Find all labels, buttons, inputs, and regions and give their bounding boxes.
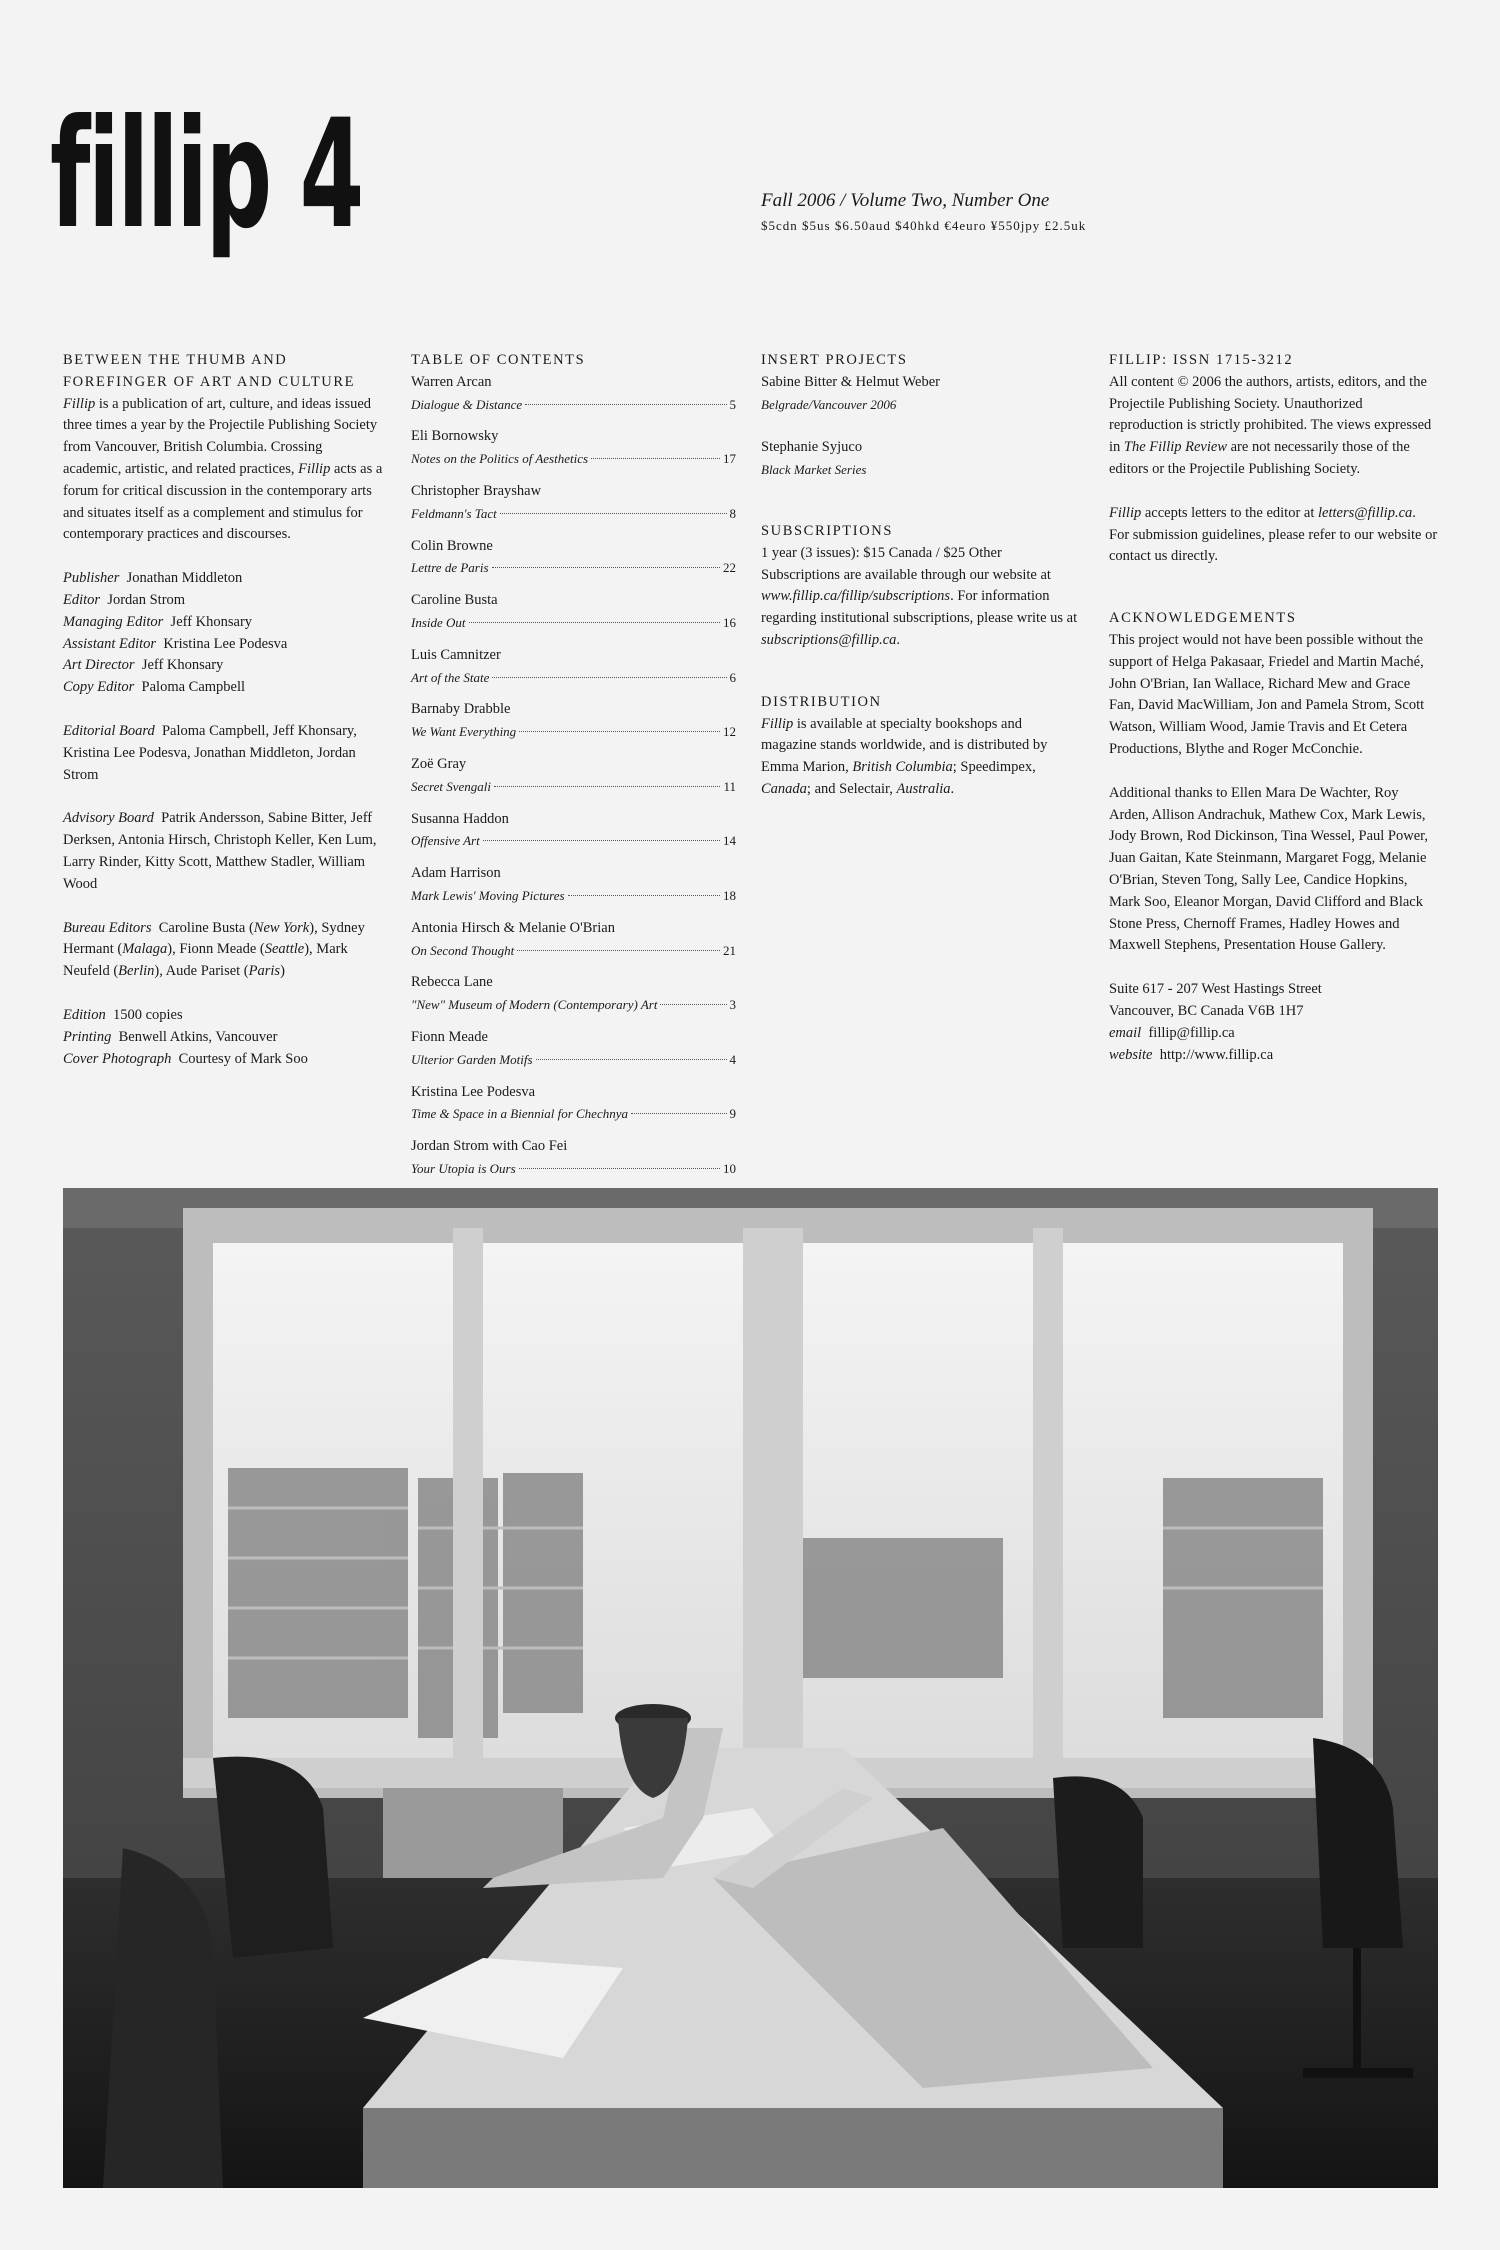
toc-author: Christopher Brayshaw [411, 482, 542, 499]
toc-entry-line [411, 1049, 736, 1071]
insert-project-artist: Sabine Bitter & Helmut Weber [761, 373, 940, 390]
issn-text-b: are not necessarily those of the editors or the Projectile Publishing Society. [1109, 439, 1410, 477]
staff-role: Copy Editor [63, 679, 135, 696]
contact-website-link[interactable]: http://www.fillip.ca [1159, 1046, 1274, 1063]
bureau-text: Caroline Busta ( [158, 919, 254, 936]
toc-author: Rebecca Lane [411, 974, 493, 991]
toc-entry-line [411, 830, 736, 852]
contact-address2: Vancouver, BC Canada V6B 1H7 [1109, 1002, 1304, 1019]
toc-column [411, 350, 736, 1191]
toc-title: On Second Thought [411, 942, 515, 958]
distribution-name: Fillip [761, 715, 794, 732]
toc-author: Kristina Lee Podesva [411, 1083, 536, 1100]
bureau-city: Berlin [118, 963, 155, 980]
toc-leader-dots [660, 1004, 726, 1005]
bureau-city: Seattle [264, 941, 305, 958]
toc-leader-dots [517, 950, 720, 951]
toc-author: Barnaby Drabble [411, 701, 511, 718]
toc-entry-line [411, 994, 736, 1016]
toc-title: Ulterior Garden Motifs [411, 1051, 533, 1067]
about-column [63, 350, 383, 1070]
toc-leader-dots [469, 622, 720, 623]
toc-title: Your Utopia is Ours [411, 1160, 516, 1176]
letters-text-a: accepts letters to the editor at [1141, 504, 1318, 521]
cover-photograph [63, 1188, 1438, 2188]
subscriptions-text-a: 1 year (3 issues): $15 Canada / $25 Other Subscriptions are available through our website at [761, 544, 1051, 583]
contact-website-label: website [1109, 1046, 1153, 1063]
acknowledgements-heading: ACKNOWLEDGEMENTS [1109, 610, 1297, 627]
toc-entry-line [411, 721, 736, 743]
bureau-city: New York [253, 919, 310, 936]
staff-name: Jordan Strom [107, 591, 186, 608]
info-column [1109, 350, 1439, 1066]
toc-item[interactable] [411, 699, 736, 743]
staff-row [63, 568, 383, 590]
toc-item[interactable] [411, 918, 736, 962]
distribution-text-c: ; and Selectair, [806, 780, 897, 797]
staff-row [63, 655, 383, 677]
distribution-text-d: . [950, 780, 955, 797]
about-heading [63, 350, 383, 394]
toc-leader-dots [536, 1059, 727, 1060]
toc-page-number: 14 [723, 833, 736, 849]
toc-list [411, 372, 736, 1180]
issn-text-a: All content © 2006 the authors, artists, editors, and the Projectile Publishing Society. Unauthorized reproduction is strictly prohibited. The views expressed in [1109, 373, 1432, 456]
toc-page-number: 16 [723, 614, 736, 630]
distribution-place: Australia [896, 780, 951, 797]
toc-leader-dots [631, 1113, 727, 1114]
toc-item[interactable] [411, 1027, 736, 1071]
toc-leader-dots [492, 567, 720, 568]
toc-leader-dots [500, 513, 727, 514]
staff-role: Editor [63, 591, 101, 608]
staff-name: Jeff Khonsary [141, 657, 224, 674]
toc-author: Zoë Gray [411, 755, 467, 772]
staff-row [63, 677, 383, 699]
bureau-editors [63, 918, 383, 983]
toc-title: Dialogue & Distance [411, 396, 523, 412]
production-value: 1500 copies [112, 1006, 183, 1023]
toc-author: Luis Camnitzer [411, 646, 501, 663]
toc-title: We Want Everything [411, 724, 517, 740]
toc-entry-line [411, 667, 736, 689]
toc-entry-line [411, 557, 736, 579]
letters-email-link[interactable]: letters@fillip.ca [1317, 504, 1413, 521]
production-row [63, 1027, 383, 1049]
insert-project-artist: Stephanie Syjuco [761, 439, 863, 456]
advisory-board [63, 808, 383, 895]
toc-title: Inside Out [411, 614, 466, 630]
distribution-text [761, 714, 1081, 801]
toc-title: "New" Museum of Modern (Contemporary) Art [411, 997, 658, 1013]
toc-page-number: 18 [723, 887, 736, 903]
distribution-place: British Columbia [852, 759, 953, 776]
toc-leader-dots [492, 677, 726, 678]
masthead-title: fillip 4 [50, 88, 362, 262]
toc-item[interactable] [411, 590, 736, 634]
toc-page-number: 6 [729, 669, 736, 685]
advisory-board-names: Patrik Andersson, Sabine Bitter, Jeff Derksen, Antonia Hirsch, Christoph Keller, Ken Lum, Larry Rinder, Kitty Scott, Matthew Stadler, William Wood [63, 810, 377, 892]
toc-page-number: 9 [729, 1106, 736, 1122]
intro-name: Fillip [63, 395, 96, 412]
staff-name: Kristina Lee Podesva [163, 635, 288, 652]
insert-project-work: Belgrade/Vancouver 2006 [761, 396, 897, 412]
toc-author: Colin Browne [411, 537, 493, 554]
toc-item[interactable] [411, 1082, 736, 1126]
toc-page-number: 8 [729, 505, 736, 521]
insert-project-item [761, 372, 1081, 416]
editorial-board-role: Editorial Board [63, 722, 155, 739]
projects-column [761, 350, 1081, 801]
toc-author: Warren Arcan [411, 373, 492, 390]
toc-title: Secret Svengali [411, 778, 492, 794]
staff-role: Assistant Editor [63, 635, 157, 652]
bureau-text: ) [280, 963, 285, 980]
letters-text-b: . For submission guidelines, please refer to our website or contact us directly. [1109, 504, 1438, 565]
staff-role: Managing Editor [63, 613, 164, 630]
toc-title: Offensive Art [411, 833, 480, 849]
toc-author: Fionn Meade [411, 1028, 488, 1045]
toc-entry-line [411, 1158, 736, 1180]
bureau-text: ), Fionn Meade ( [167, 941, 265, 958]
staff-row [63, 612, 383, 634]
toc-title: Lettre de Paris [411, 560, 489, 576]
production-row [63, 1005, 383, 1027]
toc-author: Adam Harrison [411, 865, 501, 882]
toc-author: Jordan Strom with Cao Fei [411, 1138, 568, 1155]
toc-entry-line [411, 448, 736, 470]
editorial-board [63, 721, 383, 786]
about-intro [63, 394, 383, 547]
staff-name: Paloma Campbell [141, 679, 246, 696]
distribution-text-b: ; Speedimpex, [952, 759, 1036, 776]
subscriptions-text-b: . For information regarding institutional subscriptions, please write us at [761, 588, 1078, 627]
toc-entry-line [411, 612, 736, 634]
insert-project-item [761, 437, 1081, 481]
toc-title: Feldmann's Tact [411, 505, 497, 521]
letters-name: Fillip [1109, 504, 1142, 521]
toc-leader-dots [519, 1168, 720, 1169]
acknowledgements-p2: Additional thanks to Ellen Mara De Wachter, Roy Arden, Allison Andrachuk, Mathew Cox, Mark Lewis, Jody Brown, Rod Dickinson, Tina Wessel, Paul Power, Juan Gaitan, Kate Steinmann, Margaret Fogg, Melanie O'Brian, Steven Tong, Sally Lee, Candice Hopkins, Mark Soo, Eleanor Morgan, David Clifford and Black Stone Press, Chernoff Frames, Hadley Howes and Maxwell Stephens, Presentation House Gallery. [1109, 784, 1429, 954]
subscriptions-email-link[interactable]: subscriptions@fillip.ca [761, 631, 897, 648]
contact-email-label: email [1109, 1024, 1142, 1041]
toc-page-number: 12 [723, 724, 736, 740]
intro-text-a: is a publication of art, culture, and ideas issued three times a year by the Projectile Publishing Society from Vancouver, British Columbia. Crossing academic, artistic, and related practices, [63, 395, 378, 477]
bureau-city: Paris [248, 963, 281, 980]
bureau-text: ), Mark Neufeld ( [63, 941, 348, 980]
toc-page-number: 21 [723, 942, 736, 958]
toc-page-number: 4 [729, 1051, 736, 1067]
toc-page-number: 5 [729, 396, 736, 412]
production-role: Printing [63, 1028, 112, 1045]
intro-text-b: acts as a forum for critical discussion in the contemporary arts and situates itself as a complement and stimulus for contemporary practices and discourses. [63, 460, 383, 543]
contact-block [1109, 979, 1439, 1066]
toc-leader-dots [494, 786, 720, 787]
toc-item[interactable] [411, 481, 736, 525]
staff-row [63, 634, 383, 656]
issue-volume: Fall 2006 / Volume Two, Number One [761, 190, 1050, 211]
toc-page-number: 17 [723, 451, 736, 467]
issn-review: The Fillip Review [1123, 439, 1227, 456]
bureau-editors-role: Bureau Editors [63, 919, 152, 936]
production-row [63, 1049, 383, 1071]
toc-item[interactable] [411, 809, 736, 853]
toc-page-number: 10 [723, 1160, 736, 1176]
distribution-heading: DISTRIBUTION [761, 693, 882, 710]
toc-leader-dots [483, 840, 720, 841]
toc-author: Antonia Hirsch & Melanie O'Brian [411, 919, 615, 936]
contact-address1: Suite 617 - 207 West Hastings Street [1109, 981, 1322, 998]
subscriptions-heading: SUBSCRIPTIONS [761, 522, 893, 539]
toc-author: Susanna Haddon [411, 810, 509, 827]
bureau-text: ), Aude Pariset ( [154, 963, 249, 980]
acknowledgements-p1: This project would not have been possible without the support of Helga Pakasaar, Friedel and Martin Maché, John O'Brian, Ian Wallace, Richard Mew and Grace Fan, David MacWilliam, Jon and Pamela Strom, Scott Watson, William Wood, Jamie Travis and Et Cetera Productions, Blythe and Roger McConchie. [1109, 631, 1425, 757]
issue-meta [761, 190, 1086, 234]
toc-item[interactable] [411, 1136, 736, 1180]
production-list [63, 1005, 383, 1070]
toc-leader-dots [591, 458, 720, 459]
toc-leader-dots [568, 895, 720, 896]
contact-email-link[interactable]: fillip@fillip.ca [1148, 1024, 1235, 1041]
toc-author: Eli Bornowsky [411, 428, 499, 445]
toc-title: Art of the State [411, 669, 490, 685]
toc-entry-line [411, 394, 736, 416]
toc-item[interactable] [411, 972, 736, 1016]
toc-item[interactable] [411, 426, 736, 470]
toc-item[interactable] [411, 863, 736, 907]
toc-title: Notes on the Politics of Aesthetics [411, 451, 589, 467]
toc-item[interactable] [411, 372, 736, 416]
about-heading-line1: BETWEEN THE THUMB AND [63, 352, 288, 368]
toc-title: Time & Space in a Biennial for Chechnya [411, 1106, 628, 1122]
toc-item[interactable] [411, 754, 736, 798]
toc-entry-line [411, 885, 736, 907]
toc-page-number: 11 [723, 778, 736, 794]
toc-item[interactable] [411, 645, 736, 689]
bureau-text: ), Sydney Hermant ( [63, 919, 365, 958]
about-heading-line2: FOREFINGER OF ART AND CULTURE [63, 373, 356, 390]
toc-entry-line [411, 776, 736, 798]
staff-name: Jonathan Middleton [126, 570, 243, 587]
production-role: Cover Photograph [63, 1050, 172, 1067]
production-value: Benwell Atkins, Vancouver [118, 1028, 278, 1045]
contact-email-row [1109, 1023, 1439, 1045]
staff-role: Art Director [63, 657, 135, 674]
toc-entry-line [411, 503, 736, 525]
toc-leader-dots [525, 404, 726, 405]
issn-text [1109, 372, 1439, 481]
intro-name2: Fillip [298, 460, 331, 477]
bureau-city: Malaga [122, 941, 168, 958]
insert-projects-list [761, 372, 1081, 481]
toc-title: Mark Lewis' Moving Pictures [411, 887, 565, 903]
toc-author: Caroline Busta [411, 592, 498, 609]
staff-role: Publisher [63, 570, 120, 587]
distribution-place: Canada [761, 780, 807, 797]
subscriptions-text [761, 543, 1081, 652]
toc-entry-line [411, 1103, 736, 1125]
contact-website-row [1109, 1045, 1439, 1067]
staff-row [63, 590, 383, 612]
editorial-board-names: Paloma Campbell, Jeff Khonsary, Kristina Lee Podesva, Jonathan Middleton, Jordan Strom [63, 722, 357, 783]
letters-text [1109, 503, 1439, 568]
toc-page-number: 22 [723, 560, 736, 576]
toc-leader-dots [519, 731, 720, 732]
issn-heading: FILLIP: ISSN 1715-3212 [1109, 352, 1294, 368]
toc-entry-line [411, 940, 736, 962]
production-role: Edition [63, 1006, 106, 1023]
toc-item[interactable] [411, 536, 736, 580]
issue-prices: $5cdn $5us $6.50aud $40hkd €4euro ¥550jpy £2.5uk [761, 218, 1087, 233]
subscriptions-text-c: . [896, 631, 901, 648]
toc-page-number: 3 [729, 997, 736, 1013]
staff-list [63, 568, 383, 699]
toc-heading: TABLE OF CONTENTS [411, 352, 586, 368]
staff-name: Jeff Khonsary [170, 613, 253, 630]
advisory-board-role: Advisory Board [63, 810, 154, 827]
distribution-text-a: is available at specialty bookshops and magazine stands worldwide, and is distributed by Emma Marion, [761, 715, 1048, 776]
production-value: Courtesy of Mark Soo [178, 1050, 308, 1067]
subscriptions-url-link[interactable]: www.fillip.ca/fillip/subscriptions [761, 588, 951, 605]
insert-project-work: Black Market Series [761, 462, 867, 478]
insert-projects-heading: INSERT PROJECTS [761, 352, 908, 368]
